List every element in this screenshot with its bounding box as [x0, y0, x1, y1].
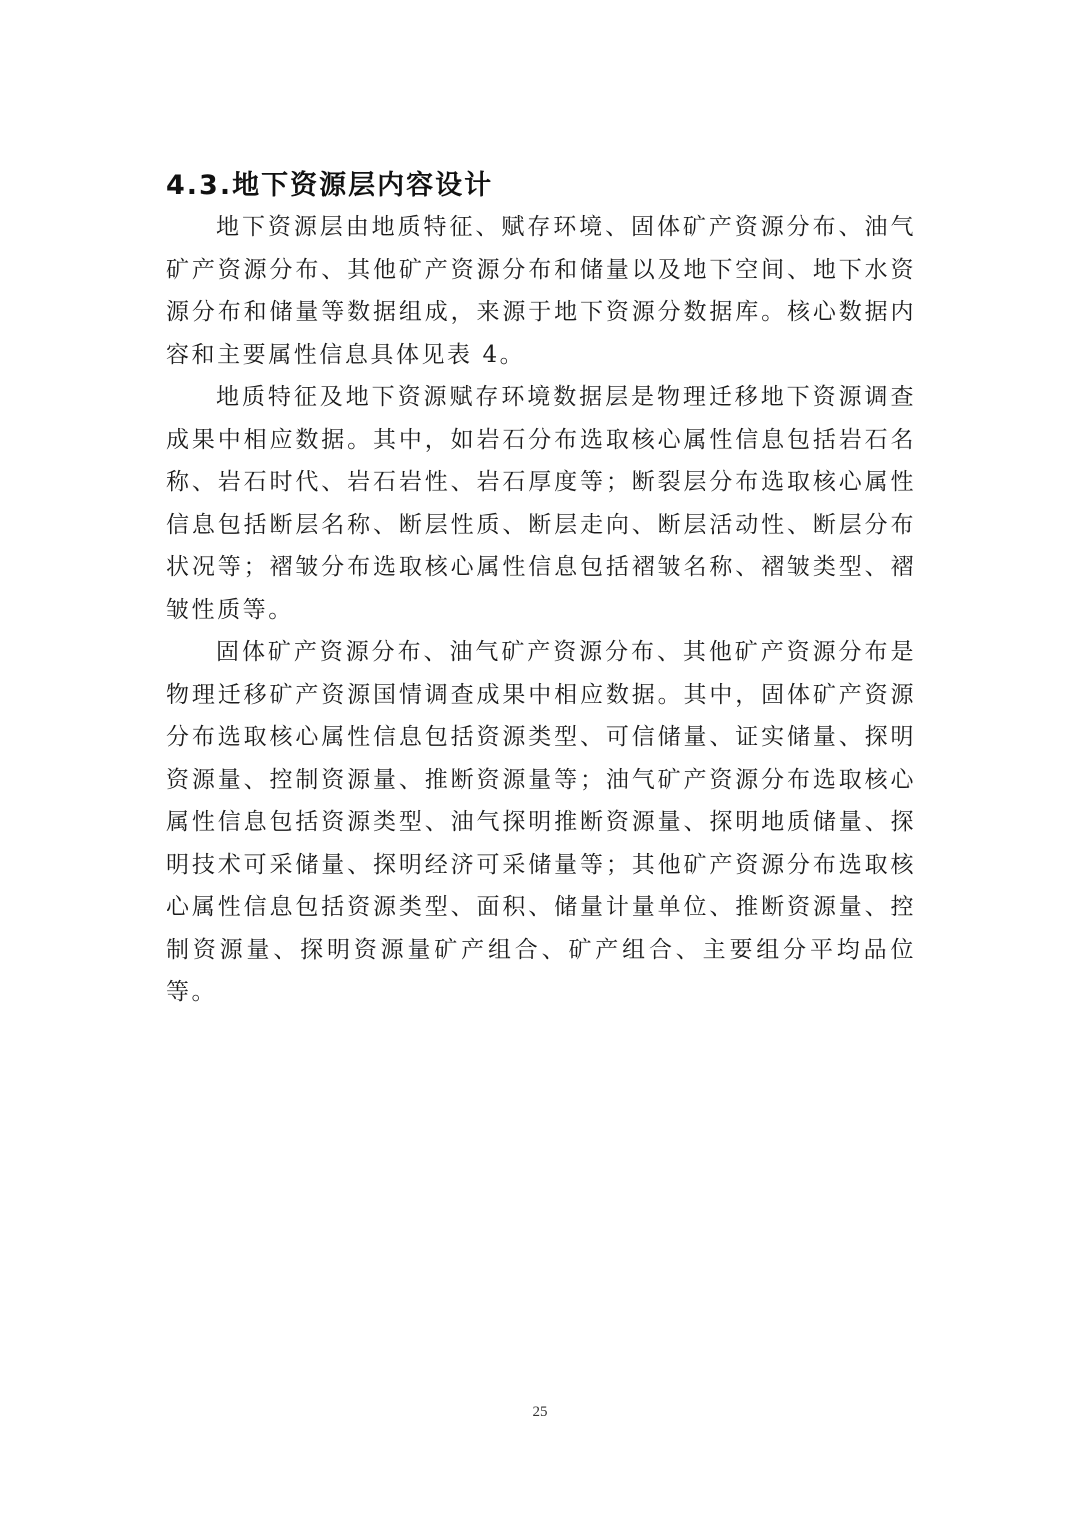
paragraph-2: 地质特征及地下资源赋存环境数据层是物理迁移地下资源调查成果中相应数据。其中，如岩石分布选取核心属性信息包括岩石名称、岩石时代、岩石岩性、岩石厚度等；断裂层分布选取核心属性信息包括断层名称、断层性质、断层走向、断层活动性、断层分布状况等；褶皱分布选取核心属性信息包括褶皱名称、褶皱类型、褶皱性质等。 — [166, 384, 916, 623]
paragraph-1: 地下资源层由地质特征、赋存环境、固体矿产资源分布、油气矿产资源分布、其他矿产资源分布和储量以及地下空间、地下水资源分布和储量等数据组成，来源于地下资源分数据库。核心数据内容和主要属性信息具体见表 4。 — [166, 214, 916, 368]
section-heading: 4.3.地下资源层内容设计 — [166, 170, 494, 201]
page-content — [166, 166, 916, 1014]
paragraph-3: 固体矿产资源分布、油气矿产资源分布、其他矿产资源分布是物理迁移矿产资源国情调查成果中相应数据。其中，固体矿产资源分布选取核心属性信息包括资源类型、可信储量、证实储量、探明资源量、控制资源量、推断资源量等；油气矿产资源分布选取核心属性信息包括资源类型、油气探明推断资源量、探明地质储量、探明技术可采储量、探明经济可采储量等；其他矿产资源分布选取核心属性信息包括资源类型、面积、储量计量单位、推断资源量、控制资源量、探明资源量矿产组合、矿产组合、主要组分平均品位等。 — [166, 639, 916, 1005]
page-number: 25 — [532, 1404, 548, 1420]
